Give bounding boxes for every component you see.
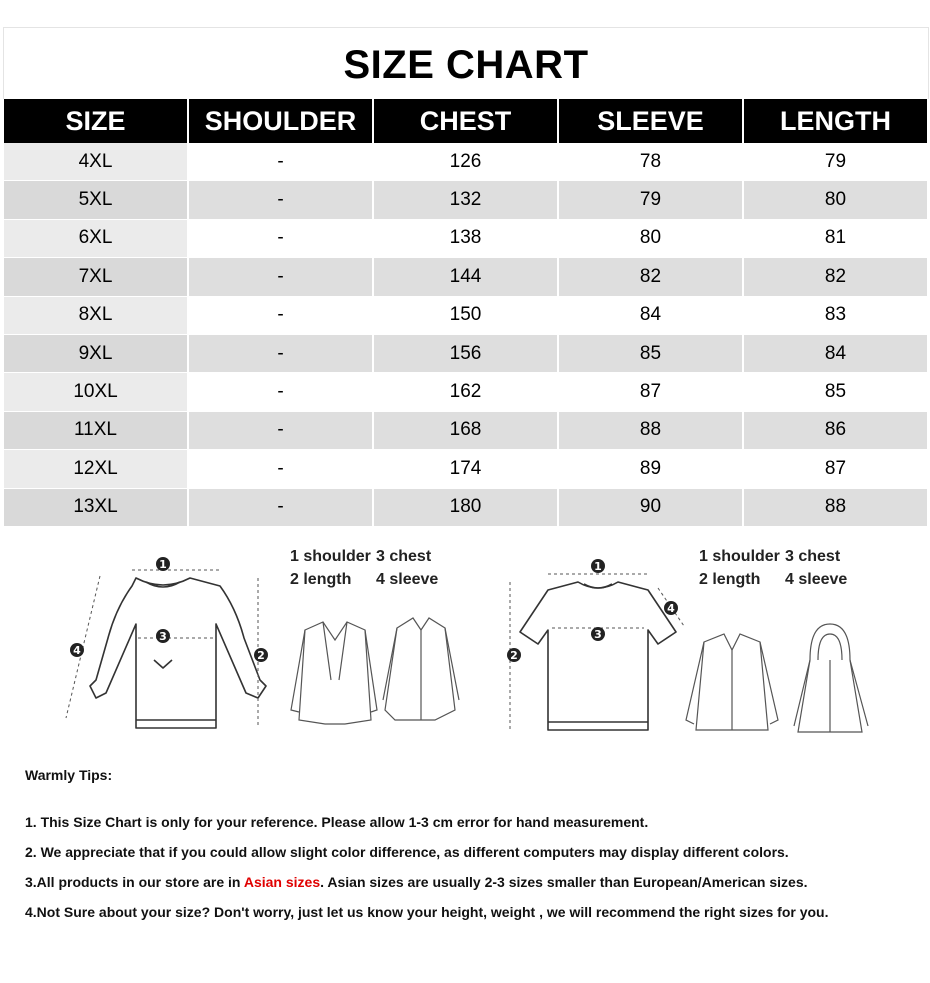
cell-sleeve: 78 bbox=[558, 143, 743, 181]
cell-length: 86 bbox=[743, 411, 928, 449]
cell-shoulder: - bbox=[188, 411, 373, 449]
legend-shoulder-right: 1 shoulder bbox=[699, 548, 780, 565]
cell-sleeve: 90 bbox=[558, 488, 743, 526]
table-row bbox=[3, 450, 928, 488]
cell-sleeve: 87 bbox=[558, 373, 743, 411]
cell-chest: 138 bbox=[373, 219, 558, 257]
table-row bbox=[3, 334, 928, 372]
table-row bbox=[3, 488, 928, 526]
cell-sleeve: 89 bbox=[558, 450, 743, 488]
tip-2: 2. We appreciate that if you could allow slight color difference, as different computers may display different colors. bbox=[25, 844, 789, 860]
cell-shoulder: - bbox=[188, 258, 373, 296]
marker-1-right: 1 bbox=[594, 560, 602, 573]
cell-size: 8XL bbox=[3, 296, 188, 334]
legend-shoulder: 1 shoulder bbox=[290, 548, 371, 565]
cell-sleeve: 80 bbox=[558, 219, 743, 257]
table-header-row bbox=[3, 99, 928, 143]
legend-length: 2 length bbox=[290, 571, 352, 588]
table-row bbox=[3, 373, 928, 411]
size-table bbox=[2, 99, 929, 527]
cell-shoulder: - bbox=[188, 296, 373, 334]
legend-chest-right: 3 chest bbox=[785, 548, 841, 565]
table-row bbox=[3, 296, 928, 334]
cell-shoulder: - bbox=[188, 143, 373, 181]
marker-1: 1 bbox=[159, 558, 167, 571]
cell-length: 79 bbox=[743, 143, 928, 181]
title-box bbox=[3, 27, 929, 100]
cell-sleeve: 79 bbox=[558, 181, 743, 219]
header-sleeve: SLEEVE bbox=[558, 99, 743, 143]
header-size: SIZE bbox=[3, 99, 188, 143]
cell-sleeve: 84 bbox=[558, 296, 743, 334]
cell-sleeve: 82 bbox=[558, 258, 743, 296]
cell-size: 6XL bbox=[3, 219, 188, 257]
legend-chest: 3 chest bbox=[376, 548, 432, 565]
tips-heading: Warmly Tips: bbox=[25, 767, 113, 783]
table-row bbox=[3, 258, 928, 296]
legend-sleeve-right: 4 sleeve bbox=[785, 571, 848, 588]
legend-left bbox=[290, 545, 438, 591]
cell-chest: 168 bbox=[373, 411, 558, 449]
header-chest: CHEST bbox=[373, 99, 558, 143]
sweater-diagram bbox=[48, 548, 288, 743]
cell-chest: 156 bbox=[373, 334, 558, 372]
legend-length-right: 2 length bbox=[699, 571, 761, 588]
cell-chest: 126 bbox=[373, 143, 558, 181]
cell-chest: 180 bbox=[373, 488, 558, 526]
table-row bbox=[3, 219, 928, 257]
tip-3-highlight: Asian sizes bbox=[243, 874, 321, 890]
cell-chest: 162 bbox=[373, 373, 558, 411]
marker-2: 2 bbox=[257, 649, 265, 662]
blazer-jacket-sketches bbox=[285, 600, 460, 740]
tips-section bbox=[25, 767, 905, 934]
cell-length: 84 bbox=[743, 334, 928, 372]
tip-3 bbox=[25, 874, 905, 904]
cell-size: 10XL bbox=[3, 373, 188, 411]
cell-length: 82 bbox=[743, 258, 928, 296]
cell-size: 5XL bbox=[3, 181, 188, 219]
cell-shoulder: - bbox=[188, 334, 373, 372]
cell-chest: 144 bbox=[373, 258, 558, 296]
table-row bbox=[3, 181, 928, 219]
marker-4: 4 bbox=[73, 644, 81, 657]
table-row bbox=[3, 143, 928, 181]
header-shoulder: SHOULDER bbox=[188, 99, 373, 143]
cell-size: 4XL bbox=[3, 143, 188, 181]
cell-size: 12XL bbox=[3, 450, 188, 488]
cell-length: 83 bbox=[743, 296, 928, 334]
table-row bbox=[3, 411, 928, 449]
marker-2-right: 2 bbox=[510, 649, 518, 662]
cell-size: 13XL bbox=[3, 488, 188, 526]
cell-size: 9XL bbox=[3, 334, 188, 372]
cell-shoulder: - bbox=[188, 488, 373, 526]
cell-length: 88 bbox=[743, 488, 928, 526]
tip-1: 1. This Size Chart is only for your reference. Please allow 1-3 cm error for hand measurement. bbox=[25, 814, 649, 830]
cell-shoulder: - bbox=[188, 181, 373, 219]
legend-right bbox=[699, 545, 847, 591]
cell-length: 85 bbox=[743, 373, 928, 411]
tip-3-prefix: 3.All products in our store are in bbox=[25, 874, 244, 890]
cell-length: 80 bbox=[743, 181, 928, 219]
cell-shoulder: - bbox=[188, 450, 373, 488]
cell-sleeve: 85 bbox=[558, 334, 743, 372]
shirt-hoodie-sketches bbox=[680, 620, 880, 745]
cell-size: 11XL bbox=[3, 411, 188, 449]
legend-sleeve: 4 sleeve bbox=[376, 571, 439, 588]
cell-shoulder: - bbox=[188, 219, 373, 257]
tip-4: 4.Not Sure about your size? Don't worry, just let us know your height, weight , we will recommend the right sizes for you. bbox=[25, 904, 829, 920]
cell-chest: 150 bbox=[373, 296, 558, 334]
header-length: LENGTH bbox=[743, 99, 928, 143]
marker-3-right: 3 bbox=[594, 628, 602, 641]
tshirt-diagram bbox=[498, 552, 698, 737]
cell-chest: 132 bbox=[373, 181, 558, 219]
cell-sleeve: 88 bbox=[558, 411, 743, 449]
cell-length: 87 bbox=[743, 450, 928, 488]
marker-3: 3 bbox=[159, 630, 167, 643]
marker-4-right: 4 bbox=[667, 602, 675, 615]
cell-shoulder: - bbox=[188, 373, 373, 411]
cell-size: 7XL bbox=[3, 258, 188, 296]
tip-3-suffix: . Asian sizes are usually 2-3 sizes smaller than European/American sizes. bbox=[320, 874, 808, 890]
cell-length: 81 bbox=[743, 219, 928, 257]
table-body bbox=[3, 143, 928, 526]
page-title: SIZE CHART bbox=[343, 43, 589, 87]
cell-chest: 174 bbox=[373, 450, 558, 488]
